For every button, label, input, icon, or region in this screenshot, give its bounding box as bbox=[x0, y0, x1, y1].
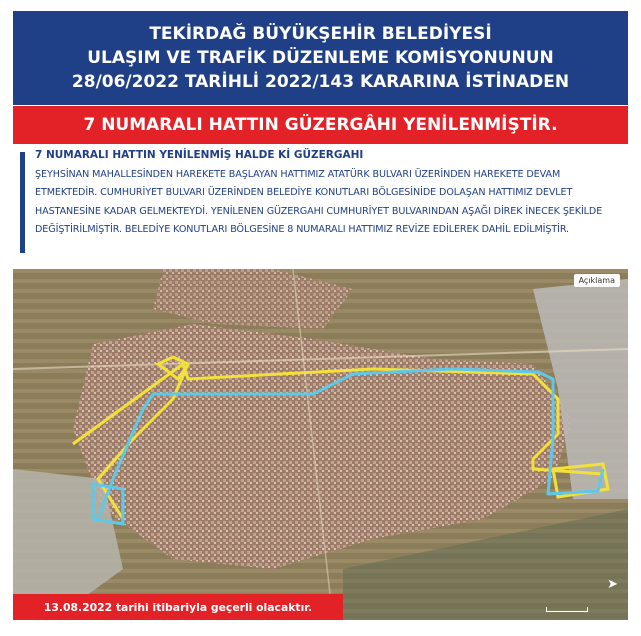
map-legend-label[interactable]: Açıklama bbox=[574, 274, 620, 287]
info-body: ŞEYHSİNAN MAHALLESİNDEN HAREKETE BAŞLAYAN HATTIMIZ ATATÜRK BULVARI ÜZERİNDEN HAREKETE DEVAM ETMEKTEDİR. CUMHURİYET BULVARI ÜZERİNDEN BELEDİYE KONUTLARI BÖLGESİNİDE DOLAŞAN HATTIMIZ DEVLET HASTANESİNE KADAR GELMEKTEYDİ. YENİLENEN GÜZERGAHI CUMHURİYET BULVARINDAN AŞAĞI DİREK İNECEK ŞEKİLDE DEĞİŞTİRİLMİŞTİR. BELEDİYE KONUTLARI BÖLGESİNE 8 NUMARALI HATTIMIZ REVİZE EDİLEREK DAHİL EDİLMİŞTİR. bbox=[35, 169, 603, 236]
header-line-3: 28/06/2022 TARİHLİ 2022/143 KARARINA İSTİNADEN bbox=[71, 72, 570, 92]
info-title: 7 NUMARALI HATTIN YENİLENMİŞ HALDE Kİ GÜZERGAHI bbox=[35, 149, 364, 161]
subheader-banner: 7 NUMARALI HATTIN GÜZERGÂHI YENİLENMİŞTİR. bbox=[13, 106, 628, 144]
header-line-2: ULAŞIM VE TRAFİK DÜZENLEME KOMİSYONUNUN bbox=[87, 48, 554, 68]
header-line-1: TEKİRDAĞ BÜYÜKŞEHİR BELEDİYESİ bbox=[149, 24, 492, 44]
header-banner bbox=[13, 11, 628, 105]
info-accent-bar bbox=[20, 152, 25, 253]
map-graphic bbox=[13, 269, 628, 620]
compass-icon: ➤ bbox=[607, 577, 618, 592]
route-map[interactable] bbox=[13, 269, 628, 620]
route-info bbox=[13, 147, 628, 259]
scale-bar bbox=[546, 607, 588, 612]
footer-banner: 13.08.2022 tarihi itibariyla geçerli olacaktır. bbox=[13, 594, 343, 620]
